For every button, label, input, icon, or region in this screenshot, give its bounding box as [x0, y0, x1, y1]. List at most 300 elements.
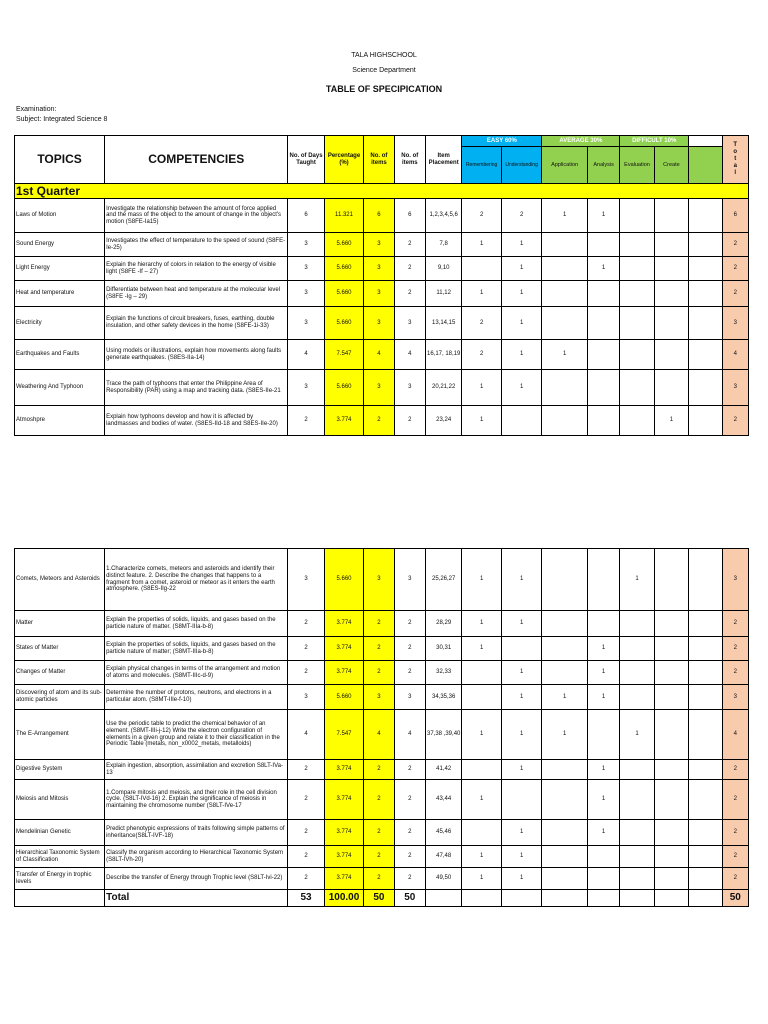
competency-cell: Explain the properties of solids, liquids, and gases based on the particle nature of matter; (S8MT-IIIa-b-8) — [105, 637, 288, 661]
percentage-cell: 5.660 — [324, 281, 363, 307]
placement-cell: 16,17, 18,19 — [425, 340, 461, 370]
rem-count-cell: 1 — [462, 637, 501, 661]
items-yellow-cell: 3 — [364, 307, 394, 340]
days-cell: 2 — [288, 820, 324, 846]
app-count-cell — [542, 549, 588, 611]
blank-cell — [689, 549, 722, 611]
und-count-cell: 1 — [501, 868, 541, 890]
percentage-cell: 3.774 — [324, 611, 363, 637]
table-row — [15, 549, 749, 611]
und-count-cell: 1 — [501, 281, 541, 307]
days-cell: 3 — [288, 307, 324, 340]
items-cell: 2 — [394, 637, 425, 661]
ana-count-cell — [587, 406, 619, 436]
eva-count-cell — [620, 868, 654, 890]
percentage-cell: 3.774 — [324, 846, 363, 868]
blank-cell — [689, 637, 722, 661]
easy-group-header: EASY 60% — [462, 136, 542, 147]
table-row — [15, 637, 749, 661]
row-total-cell: 2 — [722, 846, 748, 868]
evaluation-header: Evaluation — [620, 147, 654, 184]
items-yellow-cell: 2 — [364, 406, 394, 436]
percentage-cell: 5.660 — [324, 257, 363, 281]
competencies-header: COMPETENCIES — [105, 136, 288, 184]
ana-count-cell — [587, 846, 619, 868]
rem-count-cell: 1 — [462, 233, 501, 257]
table-row — [15, 760, 749, 780]
specification-table-page1 — [14, 135, 749, 436]
days-cell: 3 — [288, 281, 324, 307]
days-cell: 2 — [288, 406, 324, 436]
items-cell: 3 — [394, 549, 425, 611]
items-yellow-header: No. of items — [364, 136, 394, 184]
cre-count-cell — [654, 611, 688, 637]
table-row — [15, 257, 749, 281]
ana-count-cell — [587, 549, 619, 611]
und-count-cell: 1 — [501, 257, 541, 281]
topic-cell: Earthquakes and Faults — [15, 340, 105, 370]
percentage-cell: 5.660 — [324, 685, 363, 710]
table-row — [15, 710, 749, 760]
rem-count-cell: 2 — [462, 340, 501, 370]
cre-count-cell — [654, 820, 688, 846]
app-count-cell — [542, 661, 588, 685]
blank-cell — [689, 199, 722, 233]
items-cell: 2 — [394, 661, 425, 685]
placement-cell: 30,31 — [425, 637, 461, 661]
row-total-cell: 2 — [722, 637, 748, 661]
cre-count-cell — [654, 340, 688, 370]
eva-count-cell — [620, 257, 654, 281]
cre-count-cell — [654, 637, 688, 661]
placement-cell: 11,12 — [425, 281, 461, 307]
application-header: Application — [542, 147, 588, 184]
placement-cell: 47,48 — [425, 846, 461, 868]
und-count-cell: 1 — [501, 685, 541, 710]
days-header: No. of Days Taught — [288, 136, 324, 184]
days-cell: 3 — [288, 257, 324, 281]
und-count-cell: 1 — [501, 340, 541, 370]
topic-cell: Electricity — [15, 307, 105, 340]
placement-cell: 23,24 — [425, 406, 461, 436]
department-name: Science Department — [352, 67, 416, 74]
topics-header: TOPICS — [15, 136, 105, 184]
table-row — [15, 340, 749, 370]
items-cell: 3 — [394, 307, 425, 340]
placement-cell: 34,35,36 — [425, 685, 461, 710]
rem-count-cell — [462, 820, 501, 846]
rem-count-cell — [462, 760, 501, 780]
competency-cell: Explain ingestion, absorption, assimilation and excretion S8LT-IVa-13 — [105, 760, 288, 780]
items-header: No. of items — [394, 136, 425, 184]
app-count-cell: 1 — [542, 710, 588, 760]
ana-count-cell — [587, 233, 619, 257]
ana-count-cell: 1 — [587, 257, 619, 281]
placement-cell: 49,50 — [425, 868, 461, 890]
days-cell: 2 — [288, 868, 324, 890]
percentage-cell: 11.321 — [324, 199, 363, 233]
cre-count-cell — [654, 846, 688, 868]
blank-cell — [689, 233, 722, 257]
items-yellow-cell: 2 — [364, 846, 394, 868]
days-cell: 2 — [288, 661, 324, 685]
und-count-cell — [501, 780, 541, 820]
items-cell: 2 — [394, 233, 425, 257]
eva-count-cell — [620, 661, 654, 685]
topic-cell: Laws of Motion — [15, 199, 105, 233]
eva-count-cell — [620, 406, 654, 436]
blank-cell — [689, 820, 722, 846]
items-yellow-cell: 2 — [364, 820, 394, 846]
items-yellow-cell: 2 — [364, 868, 394, 890]
blank-cell — [689, 780, 722, 820]
app-count-cell — [542, 307, 588, 340]
competency-cell: Trace the path of typhoons that enter the Philippine Area of Responsibility (PAR) using a map and tracking data. (S8ES-IIe-21 — [105, 370, 288, 406]
items-yellow-cell: 2 — [364, 637, 394, 661]
items-cell: 2 — [394, 846, 425, 868]
rem-count-cell: 1 — [462, 710, 501, 760]
cre-count-cell: 1 — [654, 406, 688, 436]
page-title: TABLE OF SPECIPICATION — [325, 84, 443, 94]
table-row — [15, 685, 749, 710]
und-count-cell: 1 — [501, 820, 541, 846]
eva-count-cell — [620, 281, 654, 307]
und-count-cell: 1 — [501, 370, 541, 406]
competency-cell: Predict phenotypic expressions of traits following simple patterns of inheritance(S8LT-IVF-18) — [105, 820, 288, 846]
remembering-header: Remembering — [462, 147, 501, 184]
rem-count-cell: 1 — [462, 370, 501, 406]
topic-cell: Atmoshpre — [15, 406, 105, 436]
rem-count-cell: 1 — [462, 868, 501, 890]
school-name: TALA HIGHSCHOOL — [351, 52, 417, 59]
items-cell: 2 — [394, 868, 425, 890]
days-cell: 3 — [288, 370, 324, 406]
und-count-cell: 1 — [501, 233, 541, 257]
percentage-cell: 3.774 — [324, 661, 363, 685]
row-total-cell: 2 — [722, 233, 748, 257]
items-yellow-cell: 3 — [364, 233, 394, 257]
topic-cell: Hierarchical Taxonomic System of Classification — [15, 846, 105, 868]
row-total-cell: 2 — [722, 760, 748, 780]
table-row — [15, 281, 749, 307]
average-group-header: AVERAGE 30% — [542, 136, 620, 147]
percentage-cell: 3.774 — [324, 760, 363, 780]
ana-count-cell: 1 — [587, 199, 619, 233]
cre-count-cell — [654, 549, 688, 611]
competency-cell: Explain physical changes in terms of the arrangement and motion of atoms and molecules. (S8MT-IIIc-d-9) — [105, 661, 288, 685]
und-count-cell — [501, 637, 541, 661]
items-yellow-cell: 4 — [364, 340, 394, 370]
cre-count-cell — [654, 780, 688, 820]
eva-count-cell — [620, 685, 654, 710]
blank-cell — [689, 710, 722, 760]
create-header: Create — [654, 147, 688, 184]
row-total-cell: 2 — [722, 820, 748, 846]
percentage-cell: 3.774 — [324, 868, 363, 890]
app-count-cell — [542, 406, 588, 436]
days-cell: 6 — [288, 199, 324, 233]
row-total-cell: 3 — [722, 370, 748, 406]
app-count-cell — [542, 281, 588, 307]
percentage-cell: 7.547 — [324, 340, 363, 370]
items-cell: 2 — [394, 406, 425, 436]
und-count-cell — [501, 406, 541, 436]
ana-count-cell — [587, 370, 619, 406]
items-yellow-cell: 2 — [364, 661, 394, 685]
und-count-cell: 1 — [501, 307, 541, 340]
grand-total: 50 — [722, 890, 748, 907]
rem-count-cell: 1 — [462, 549, 501, 611]
total-days: 53 — [288, 890, 324, 907]
table-row — [15, 370, 749, 406]
difficult-group-header: DIFFICULT 10% — [620, 136, 689, 147]
topic-cell: Transfer of Energy in trophic levels — [15, 868, 105, 890]
items-cell: 3 — [394, 685, 425, 710]
total-vertical-text: T o t a l — [733, 142, 738, 176]
cre-count-cell — [654, 370, 688, 406]
blank-cell — [689, 846, 722, 868]
placement-cell: 20,21,22 — [425, 370, 461, 406]
eva-count-cell — [620, 199, 654, 233]
row-total-cell: 2 — [722, 661, 748, 685]
table-row — [15, 233, 749, 257]
placement-cell: 1,2,3,4,5,6 — [425, 199, 461, 233]
table-row — [15, 820, 749, 846]
ana-count-cell: 1 — [587, 820, 619, 846]
rem-count-cell — [462, 685, 501, 710]
topic-cell: States of Matter — [15, 637, 105, 661]
app-count-cell — [542, 780, 588, 820]
total-items: 50 — [394, 890, 425, 907]
competency-cell: Classify the organism according to Hierarchical Taxonomic System (S8LT-IVh-20) — [105, 846, 288, 868]
ana-count-cell — [587, 307, 619, 340]
app-count-cell: 1 — [542, 199, 588, 233]
und-count-cell: 1 — [501, 661, 541, 685]
rem-count-cell: 1 — [462, 611, 501, 637]
items-yellow-cell: 2 — [364, 611, 394, 637]
cre-count-cell — [654, 281, 688, 307]
placement-cell: 7,8 — [425, 233, 461, 257]
items-yellow-cell: 3 — [364, 257, 394, 281]
placement-cell: 13,14,15 — [425, 307, 461, 340]
und-count-cell: 1 — [501, 549, 541, 611]
percentage-cell: 5.660 — [324, 233, 363, 257]
understanding-header: Understanding — [501, 147, 541, 184]
blank-cell — [689, 307, 722, 340]
items-yellow-cell: 4 — [364, 710, 394, 760]
items-cell: 2 — [394, 780, 425, 820]
days-cell: 2 — [288, 760, 324, 780]
days-cell: 4 — [288, 710, 324, 760]
topic-cell: Meiosis and Mitosis — [15, 780, 105, 820]
app-count-cell — [542, 760, 588, 780]
placement-cell: 45,46 — [425, 820, 461, 846]
placement-cell: 32,33 — [425, 661, 461, 685]
app-count-cell: 1 — [542, 340, 588, 370]
blank-cell — [689, 661, 722, 685]
percentage-header: Percentage (%) — [324, 136, 363, 184]
blank-cell — [689, 370, 722, 406]
und-count-cell: 1 — [501, 611, 541, 637]
table-row — [15, 661, 749, 685]
specification-table-page2 — [14, 548, 749, 907]
blank-cell — [689, 406, 722, 436]
topic-cell: Digestive System — [15, 760, 105, 780]
table-row — [15, 611, 749, 637]
topic-cell: The E-Arrangement — [15, 710, 105, 760]
und-count-cell: 1 — [501, 760, 541, 780]
items-cell: 4 — [394, 340, 425, 370]
ana-count-cell — [587, 710, 619, 760]
app-count-cell — [542, 257, 588, 281]
cre-count-cell — [654, 257, 688, 281]
table-row — [15, 846, 749, 868]
row-total-cell: 2 — [722, 611, 748, 637]
total-row — [15, 890, 749, 907]
ana-count-cell: 1 — [587, 637, 619, 661]
app-count-cell — [542, 233, 588, 257]
app-count-cell: 1 — [542, 685, 588, 710]
und-count-cell: 1 — [501, 846, 541, 868]
percentage-cell: 3.774 — [324, 820, 363, 846]
items-cell: 6 — [394, 199, 425, 233]
rem-count-cell: 1 — [462, 406, 501, 436]
competency-cell: Determine the number of protons, neutrons, and electrons in a particular atom. (S8MT-IIIe-f-10) — [105, 685, 288, 710]
row-total-cell: 2 — [722, 868, 748, 890]
cre-count-cell — [654, 868, 688, 890]
items-cell: 2 — [394, 820, 425, 846]
cre-count-cell — [654, 307, 688, 340]
row-total-cell: 4 — [722, 710, 748, 760]
eva-count-cell — [620, 307, 654, 340]
placement-cell: 43,44 — [425, 780, 461, 820]
blank-cell — [689, 281, 722, 307]
placement-cell: 9,10 — [425, 257, 461, 281]
days-cell: 4 — [288, 340, 324, 370]
blank-cell — [689, 257, 722, 281]
items-yellow-cell: 2 — [364, 780, 394, 820]
days-cell: 2 — [288, 846, 324, 868]
ana-count-cell: 1 — [587, 685, 619, 710]
cre-count-cell — [654, 233, 688, 257]
placement-cell: 41,42 — [425, 760, 461, 780]
days-cell: 3 — [288, 685, 324, 710]
days-cell: 3 — [288, 233, 324, 257]
competency-cell: Investigates the effect of temperature to the speed of sound (S8FE-Ie-25) — [105, 233, 288, 257]
competency-cell: 1.Compare mitosis and meiosis, and their role in the cell division cycle. (S8LT-IVd-16) 2. Explain the significance of meiosis in maintaining the chromosome number (S8LT-IVe-17 — [105, 780, 288, 820]
cre-count-cell — [654, 685, 688, 710]
ana-count-cell: 1 — [587, 760, 619, 780]
quarter-label: 1st Quarter — [15, 184, 749, 199]
und-count-cell: 2 — [501, 199, 541, 233]
eva-count-cell — [620, 820, 654, 846]
ana-count-cell: 1 — [587, 661, 619, 685]
topic-cell: Changes of Matter — [15, 661, 105, 685]
percentage-cell: 3.774 — [324, 406, 363, 436]
competency-cell: Explain the properties of solids, liquids, and gases based on the particle nature of matter. (S8MT-IIIa-b-8) — [105, 611, 288, 637]
eva-count-cell — [620, 233, 654, 257]
rem-count-cell: 2 — [462, 307, 501, 340]
topic-cell: Sound Energy — [15, 233, 105, 257]
cre-count-cell — [654, 199, 688, 233]
percentage-cell: 5.660 — [324, 370, 363, 406]
row-total-cell: 3 — [722, 685, 748, 710]
table-row — [15, 199, 749, 233]
items-cell: 2 — [394, 281, 425, 307]
percentage-cell: 3.774 — [324, 637, 363, 661]
row-total-cell: 4 — [722, 340, 748, 370]
items-yellow-cell: 2 — [364, 760, 394, 780]
eva-count-cell — [620, 780, 654, 820]
eva-count-cell: 1 — [620, 710, 654, 760]
ana-count-cell: 1 — [587, 780, 619, 820]
blank-cell — [689, 760, 722, 780]
app-count-cell — [542, 846, 588, 868]
days-cell: 2 — [288, 611, 324, 637]
percentage-cell: 3.774 — [324, 780, 363, 820]
total-label: Total — [105, 890, 288, 907]
app-count-cell — [542, 611, 588, 637]
cre-count-cell — [654, 710, 688, 760]
blank-cell — [689, 611, 722, 637]
topic-cell: Comets, Meteors and Asteroids — [15, 549, 105, 611]
row-total-cell: 3 — [722, 549, 748, 611]
topic-cell: Discovering of atom and its sub-atomic particles — [15, 685, 105, 710]
row-total-cell: 2 — [722, 257, 748, 281]
eva-count-cell — [620, 370, 654, 406]
rem-count-cell: 1 — [462, 780, 501, 820]
analysis-header: Analysis — [587, 147, 619, 184]
eva-count-cell — [620, 846, 654, 868]
topic-cell: Weathering And Typhoon — [15, 370, 105, 406]
blank-cell — [689, 340, 722, 370]
competency-cell: Using models or illustrations, explain how movements along faults generate earthquakes. (S8ES-IIa-14) — [105, 340, 288, 370]
topic-cell: Heat and temperature — [15, 281, 105, 307]
percentage-cell: 7.547 — [324, 710, 363, 760]
days-cell: 2 — [288, 780, 324, 820]
app-count-cell — [542, 820, 588, 846]
placement-cell: 25,26,27 — [425, 549, 461, 611]
days-cell: 2 — [288, 637, 324, 661]
total-items-yellow: 50 — [364, 890, 394, 907]
subject-label: Subject: Integrated Science 8 — [16, 116, 108, 123]
eva-count-cell — [620, 611, 654, 637]
ana-count-cell — [587, 340, 619, 370]
rem-count-cell — [462, 661, 501, 685]
table-row — [15, 780, 749, 820]
topic-cell: Mendelinian Genetic — [15, 820, 105, 846]
eva-count-cell: 1 — [620, 549, 654, 611]
items-yellow-cell: 3 — [364, 685, 394, 710]
competency-cell: Describe the transfer of Energy through Trophic level (S8LT-Ivi-22) — [105, 868, 288, 890]
competency-cell: Use the periodic table to predict the chemical behavior of an element. (S8MT-IIIi-j-12) Write the electron configuration of elements in a given group and relate it to their classification in the Periodic Table (metals, non_x0002_metals, metalloids) — [105, 710, 288, 760]
eva-count-cell — [620, 637, 654, 661]
table-row — [15, 307, 749, 340]
placement-header: Item Placement — [425, 136, 461, 184]
table-row — [15, 406, 749, 436]
blank-cell — [689, 868, 722, 890]
items-cell: 3 — [394, 370, 425, 406]
ana-count-cell — [587, 868, 619, 890]
ana-count-cell — [587, 611, 619, 637]
cre-count-cell — [654, 661, 688, 685]
table-row — [15, 868, 749, 890]
ana-count-cell — [587, 281, 619, 307]
blank-cell — [689, 685, 722, 710]
rem-count-cell — [462, 257, 501, 281]
examination-label: Examination: — [16, 106, 57, 113]
items-cell: 4 — [394, 710, 425, 760]
